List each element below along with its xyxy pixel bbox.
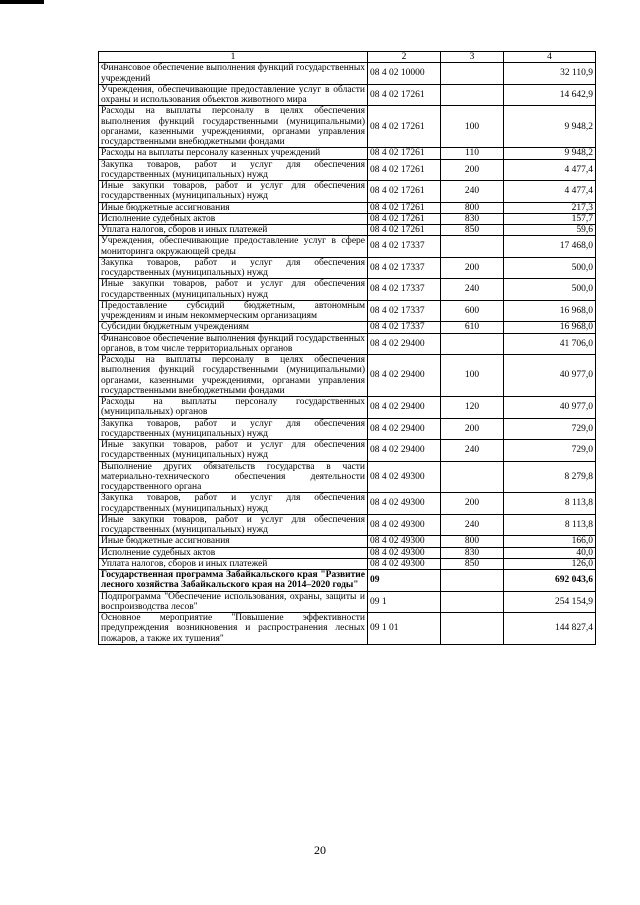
- row-amount: 8 113,8: [504, 493, 596, 515]
- table-row: [99, 461, 596, 493]
- row-expense-type: 240: [441, 279, 504, 301]
- row-expense-type: 120: [441, 397, 504, 419]
- row-expense-type: [441, 84, 504, 106]
- row-code: 08 4 02 17261: [368, 181, 441, 203]
- row-expense-type: 200: [441, 493, 504, 515]
- table-row: [99, 322, 596, 333]
- row-name: Государственная программа Забайкальского края "Развитие лесного хозяйства Забайкальского края на 2014–2020 годы": [99, 570, 368, 592]
- row-expense-type: [441, 333, 504, 355]
- table-row: [99, 159, 596, 181]
- row-code: 08 4 02 17337: [368, 236, 441, 258]
- row-name: Выполнение других обязательств государства в части материально-технического обеспечения деятельности государственного органа: [99, 461, 368, 493]
- row-name: Уплата налогов, сборов и иных платежей: [99, 225, 368, 236]
- row-code: 08 4 02 17261: [368, 106, 441, 148]
- row-code: 08 4 02 17261: [368, 148, 441, 159]
- header-col-4: 4: [504, 52, 596, 63]
- row-name: Закупка товаров, работ и услуг для обеспечения государственных (муниципальных) нужд: [99, 257, 368, 279]
- row-amount: 14 642,9: [504, 84, 596, 106]
- row-name: Иные закупки товаров, работ и услуг для обеспечения государственных (муниципальных) нужд: [99, 279, 368, 301]
- row-amount: 500,0: [504, 279, 596, 301]
- table-row: [99, 355, 596, 397]
- table-row: [99, 63, 596, 85]
- row-amount: 59,6: [504, 225, 596, 236]
- row-expense-type: 200: [441, 418, 504, 440]
- row-name: Уплата налогов, сборов и иных платежей: [99, 558, 368, 569]
- table-row: [99, 558, 596, 569]
- row-name: Расходы на выплаты персоналу государственных (муниципальных) органов: [99, 397, 368, 419]
- row-name: Исполнение судебных актов: [99, 547, 368, 558]
- row-name: Закупка товаров, работ и услуг для обеспечения государственных (муниципальных) нужд: [99, 159, 368, 181]
- row-amount: 40,0: [504, 547, 596, 558]
- row-code: 09: [368, 570, 441, 592]
- row-expense-type: 240: [441, 181, 504, 203]
- row-expense-type: 240: [441, 514, 504, 536]
- row-amount: 40 977,0: [504, 397, 596, 419]
- row-code: 08 4 02 17261: [368, 202, 441, 213]
- row-code: 08 4 02 49300: [368, 493, 441, 515]
- budget-table-body: [99, 52, 596, 645]
- table-row: [99, 300, 596, 322]
- row-name: Расходы на выплаты персоналу в целях обеспечения выполнения функций государственными (муниципальными) органами, казенными учреждениями, органами управления государственными внебюджетными фондами: [99, 355, 368, 397]
- row-expense-type: 830: [441, 213, 504, 224]
- row-code: 09 1 01: [368, 613, 441, 645]
- row-name: Финансовое обеспечение выполнения функций государственных органов, в том числе территориальных органов: [99, 333, 368, 355]
- row-expense-type: 200: [441, 257, 504, 279]
- table-row: [99, 202, 596, 213]
- row-amount: 144 827,4: [504, 613, 596, 645]
- table-row: [99, 570, 596, 592]
- row-expense-type: 600: [441, 300, 504, 322]
- row-amount: 217,3: [504, 202, 596, 213]
- row-expense-type: [441, 461, 504, 493]
- row-name: Учреждения, обеспечивающие предоставление услуг в сфере мониторинга окружающей среды: [99, 236, 368, 258]
- row-amount: 9 948,2: [504, 148, 596, 159]
- row-expense-type: 800: [441, 536, 504, 547]
- row-expense-type: [441, 591, 504, 613]
- table-row: [99, 106, 596, 148]
- row-amount: 16 968,0: [504, 300, 596, 322]
- row-expense-type: [441, 236, 504, 258]
- row-amount: 8 113,8: [504, 514, 596, 536]
- table-row: [99, 613, 596, 645]
- row-expense-type: 830: [441, 547, 504, 558]
- row-expense-type: 240: [441, 440, 504, 462]
- table-row: [99, 418, 596, 440]
- row-code: 08 4 02 29400: [368, 333, 441, 355]
- row-expense-type: 800: [441, 202, 504, 213]
- row-name: Финансовое обеспечение выполнения функций государственных учреждений: [99, 63, 368, 85]
- row-amount: 9 948,2: [504, 106, 596, 148]
- row-name: Закупка товаров, работ и услуг для обеспечения государственных (муниципальных) нужд: [99, 493, 368, 515]
- table-row: [99, 213, 596, 224]
- row-expense-type: 610: [441, 322, 504, 333]
- row-code: 08 4 02 17261: [368, 84, 441, 106]
- row-amount: 500,0: [504, 257, 596, 279]
- row-code: 08 4 02 49300: [368, 547, 441, 558]
- budget-table: [98, 51, 596, 645]
- table-row: [99, 547, 596, 558]
- row-amount: 16 968,0: [504, 322, 596, 333]
- table-row: [99, 514, 596, 536]
- table-row: [99, 279, 596, 301]
- row-name: Иные бюджетные ассигнования: [99, 536, 368, 547]
- row-code: 08 4 02 17337: [368, 257, 441, 279]
- row-amount: 40 977,0: [504, 355, 596, 397]
- row-expense-type: 850: [441, 225, 504, 236]
- row-name: Иные бюджетные ассигнования: [99, 202, 368, 213]
- row-code: 08 4 02 10000: [368, 63, 441, 85]
- row-name: Иные закупки товаров, работ и услуг для обеспечения государственных (муниципальных) нужд: [99, 514, 368, 536]
- table-row: [99, 84, 596, 106]
- row-name: Подпрограмма "Обеспечение использования, охраны, защиты и воспроизводства лесов": [99, 591, 368, 613]
- header-col-2: 2: [368, 52, 441, 63]
- row-code: 08 4 02 17261: [368, 213, 441, 224]
- row-code: 08 4 02 29400: [368, 355, 441, 397]
- row-name: Иные закупки товаров, работ и услуг для обеспечения государственных (муниципальных) нужд: [99, 181, 368, 203]
- table-row: [99, 397, 596, 419]
- header-col-1: 1: [99, 52, 368, 63]
- row-amount: 41 706,0: [504, 333, 596, 355]
- row-expense-type: [441, 63, 504, 85]
- row-code: 08 4 02 29400: [368, 397, 441, 419]
- row-name: Субсидии бюджетным учреждениям: [99, 322, 368, 333]
- row-expense-type: 110: [441, 148, 504, 159]
- row-amount: 166,0: [504, 536, 596, 547]
- table-row: [99, 236, 596, 258]
- table-row: [99, 257, 596, 279]
- table-row: [99, 591, 596, 613]
- row-expense-type: 100: [441, 355, 504, 397]
- row-name: Учреждения, обеспечивающие предоставление услуг в области охраны и использования объектов животного мира: [99, 84, 368, 106]
- row-code: 08 4 02 17261: [368, 159, 441, 181]
- row-expense-type: [441, 570, 504, 592]
- row-amount: 729,0: [504, 418, 596, 440]
- header-row: [99, 52, 596, 63]
- page-number: 20: [314, 843, 326, 857]
- row-amount: 8 279,8: [504, 461, 596, 493]
- table-row: [99, 225, 596, 236]
- row-name: Исполнение судебных актов: [99, 213, 368, 224]
- row-expense-type: 100: [441, 106, 504, 148]
- row-name: Иные закупки товаров, работ и услуг для обеспечения государственных (муниципальных) нужд: [99, 440, 368, 462]
- table-row: [99, 181, 596, 203]
- row-amount: 32 110,9: [504, 63, 596, 85]
- row-amount: 254 154,9: [504, 591, 596, 613]
- row-expense-type: [441, 613, 504, 645]
- row-code: 08 4 02 29400: [368, 440, 441, 462]
- table-row: [99, 333, 596, 355]
- table-row: [99, 536, 596, 547]
- row-code: 09 1: [368, 591, 441, 613]
- row-code: 08 4 02 17337: [368, 300, 441, 322]
- row-code: 08 4 02 29400: [368, 418, 441, 440]
- row-code: 08 4 02 17261: [368, 225, 441, 236]
- row-code: 08 4 02 49300: [368, 558, 441, 569]
- table-row: [99, 148, 596, 159]
- row-amount: 4 477,4: [504, 159, 596, 181]
- row-code: 08 4 02 49300: [368, 461, 441, 493]
- row-amount: 157,7: [504, 213, 596, 224]
- row-name: Закупка товаров, работ и услуг для обеспечения государственных (муниципальных) нужд: [99, 418, 368, 440]
- table-row: [99, 493, 596, 515]
- row-name: Расходы на выплаты персоналу в целях обеспечения выполнения функций государственными (муниципальными) органами, казенными учреждениями, органами управления государственными внебюджетными фондами: [99, 106, 368, 148]
- row-name: Расходы на выплаты персоналу казенных учреждений: [99, 148, 368, 159]
- row-expense-type: 200: [441, 159, 504, 181]
- row-amount: 729,0: [504, 440, 596, 462]
- row-amount: 17 468,0: [504, 236, 596, 258]
- row-amount: 4 477,4: [504, 181, 596, 203]
- row-expense-type: 850: [441, 558, 504, 569]
- row-code: 08 4 02 17337: [368, 322, 441, 333]
- row-name: Основное мероприятие "Повышение эффективности предупреждения возникновения и распространения лесных пожаров, а также их тушения": [99, 613, 368, 645]
- row-code: 08 4 02 17337: [368, 279, 441, 301]
- row-code: 08 4 02 49300: [368, 536, 441, 547]
- row-amount: 126,0: [504, 558, 596, 569]
- row-code: 08 4 02 49300: [368, 514, 441, 536]
- row-name: Предоставление субсидий бюджетным, автономным учреждениям и иным некоммерческим организациям: [99, 300, 368, 322]
- scan-edge-mark: [0, 0, 44, 4]
- header-col-3: 3: [441, 52, 504, 63]
- row-amount: 692 043,6: [504, 570, 596, 592]
- table-row: [99, 440, 596, 462]
